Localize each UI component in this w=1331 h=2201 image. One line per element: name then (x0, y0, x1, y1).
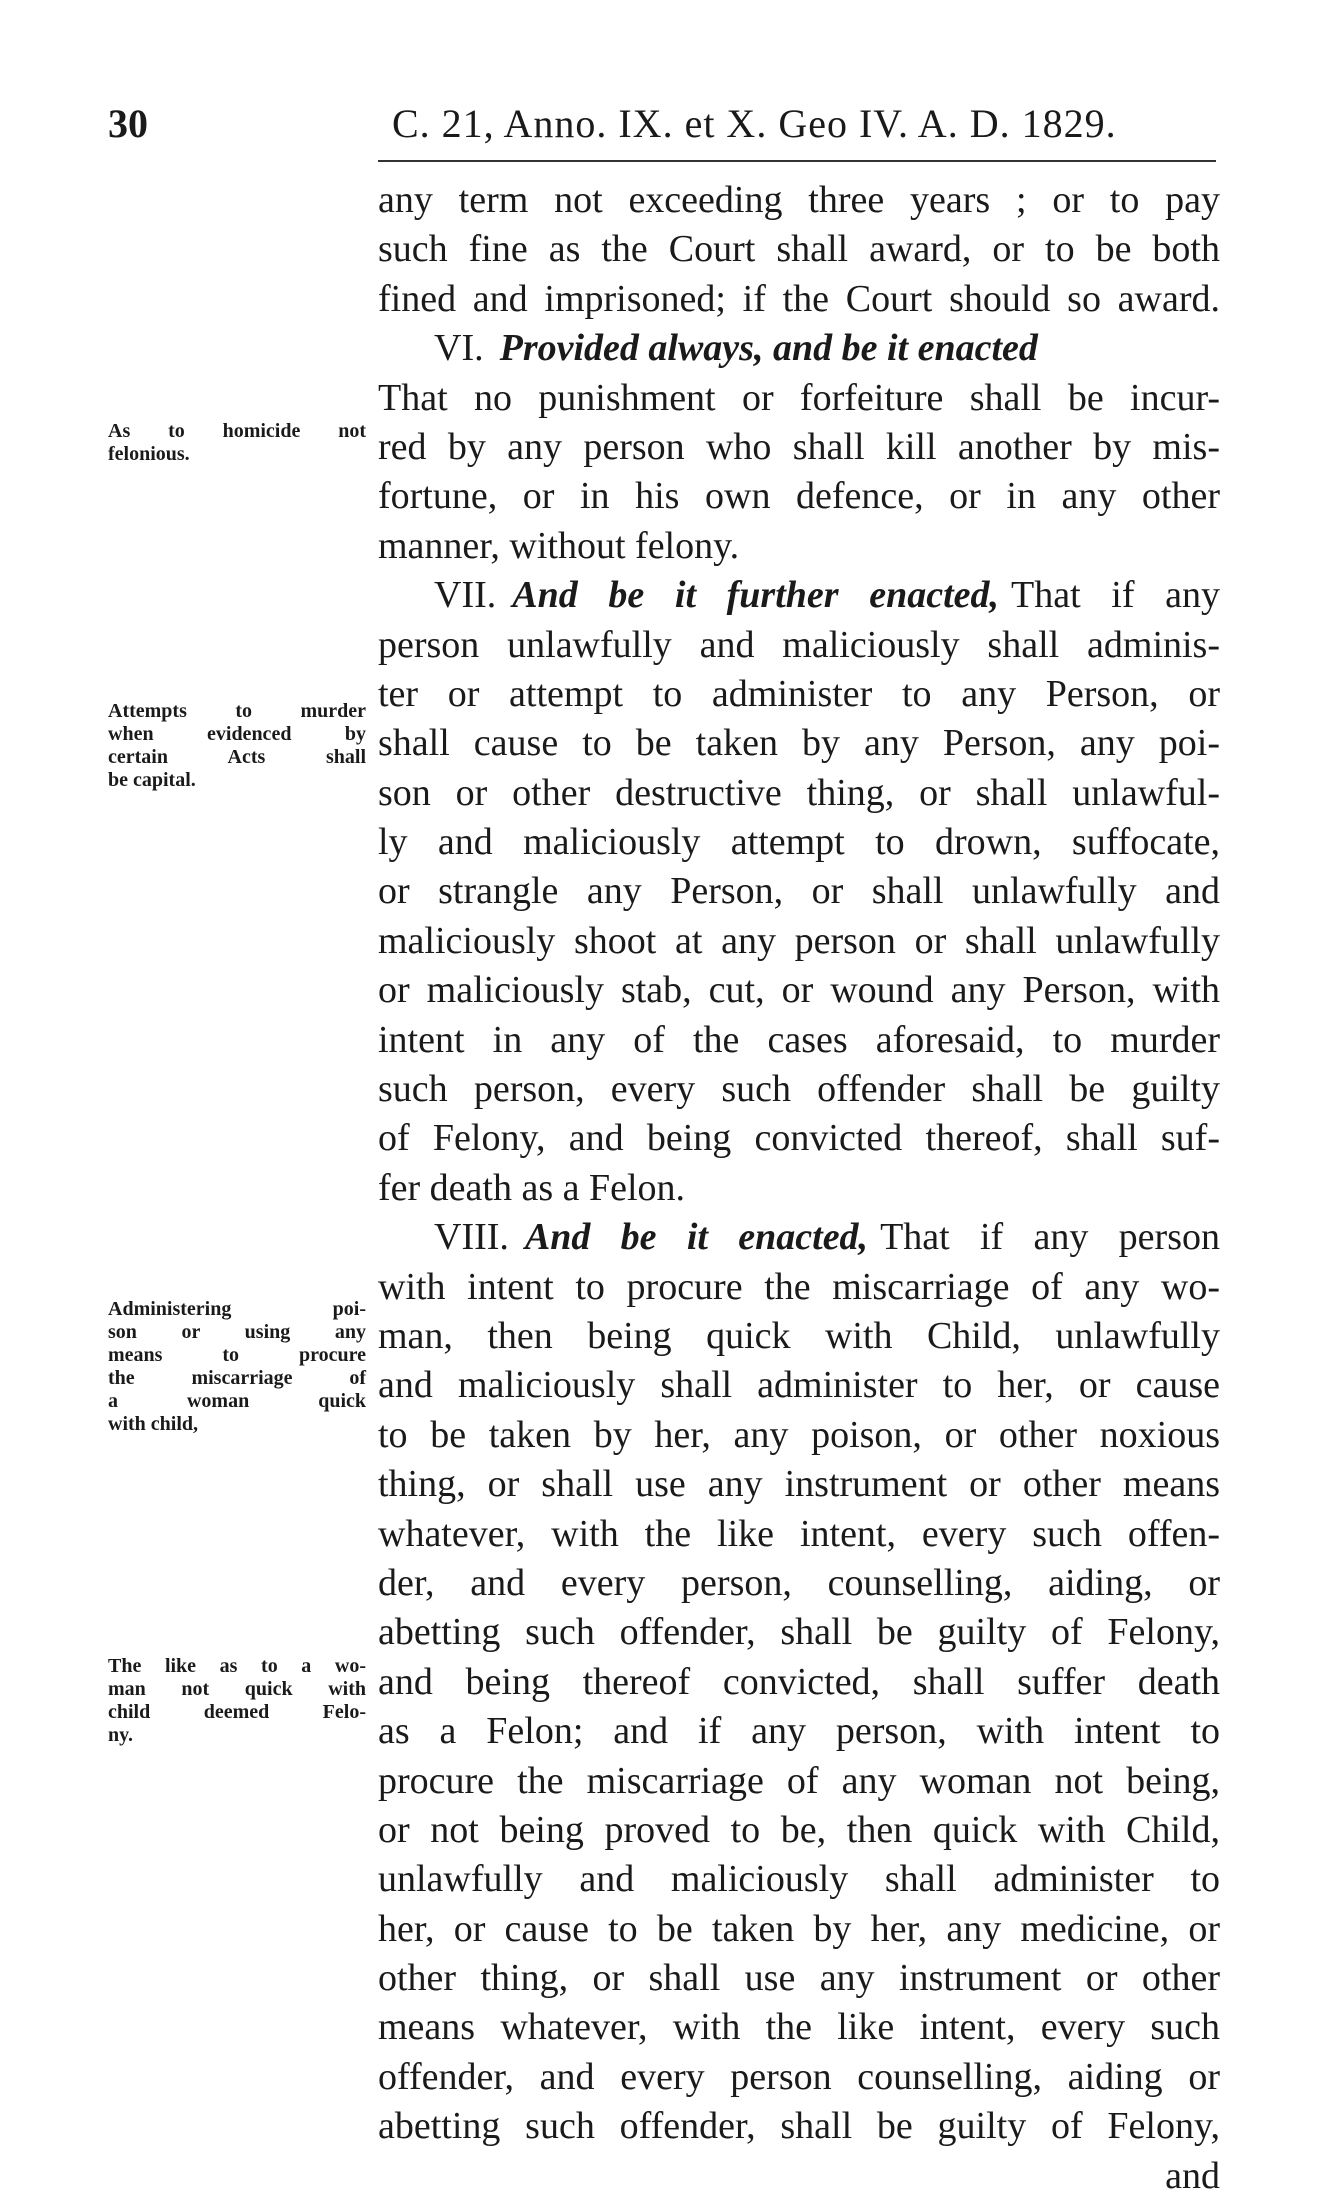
page-number: 30 (108, 101, 148, 146)
marginal-note-homicide (108, 420, 366, 466)
text-line: ly and maliciously attempt to drown, suffocate, (378, 821, 1220, 864)
section-text: That if any (1011, 574, 1220, 617)
text-line: any term not exceeding three years ; or to pay (378, 179, 1220, 221)
text-line: procure the miscarriage of any woman not being, (378, 1759, 1220, 1802)
enacting-clause: And be it further enacted, (512, 574, 999, 617)
marginal-note-line: felonious. (108, 443, 190, 465)
text-line: red by any person who shall kill another by mis- (378, 425, 1220, 468)
text-line: person unlawfully and maliciously shall adminis- (378, 623, 1220, 666)
text-line: ter or attempt to administer to any Person, or (378, 672, 1220, 715)
marginal-note-line: Administering poi- (108, 1298, 366, 1320)
text-line: such fine as the Court shall award, or to be both (378, 228, 1220, 271)
marginal-note-woman-not-quick (108, 1655, 366, 1747)
marginal-note-line: As to homicide not (108, 420, 366, 442)
marginal-note-line: certain Acts shall (108, 746, 366, 768)
running-head: C. 21, Anno. IX. et X. Geo IV. A. D. 1829. (392, 101, 1117, 146)
text-line: means whatever, with the like intent, every such (378, 2006, 1220, 2049)
text-line: her, or cause to be taken by her, any medicine, or (378, 1907, 1220, 1950)
marginal-note-administering-poison (108, 1298, 366, 1436)
text-line: shall cause to be taken by any Person, any poi- (378, 722, 1220, 765)
text-line: fer death as a Felon. (378, 1166, 686, 1209)
text-line: offender, and every person counselling, aiding or (378, 2055, 1220, 2098)
text-line: der, and every person, counselling, aiding, or (378, 1561, 1220, 1604)
text-line: abetting such offender, shall be guilty of Felony, (378, 2105, 1220, 2148)
text-line: or not being proved to be, then quick with Child, (378, 1808, 1220, 1851)
section-heading-vii (378, 571, 1220, 620)
main-text (378, 176, 1220, 2201)
text-line: other thing, or shall use any instrument or other (378, 1957, 1220, 2000)
text-line: manner, without felony. (378, 524, 740, 567)
marginal-note-line: with child, (108, 1413, 199, 1435)
text-line: such person, every such offender shall be guilty (378, 1068, 1220, 1111)
catchword: and (1165, 2154, 1220, 2197)
header-rule (378, 160, 1216, 162)
text-line: thing, or shall use any instrument or other means (378, 1463, 1220, 1506)
marginal-note-line: son or using any (108, 1321, 366, 1343)
section-text: That if any person (880, 1216, 1220, 1259)
page-header (108, 96, 1228, 152)
text-line: with intent to procure the miscarriage of any wo- (378, 1265, 1220, 1308)
text-line: as a Felon; and if any person, with intent to (378, 1710, 1220, 1753)
marginal-note-line: man not quick with (108, 1678, 366, 1700)
section-heading-viii (378, 1213, 1220, 1262)
text-line: fined and imprisoned; if the Court should so award. (378, 277, 1220, 320)
text-line: intent in any of the cases aforesaid, to murder (378, 1018, 1220, 1061)
text-line: or maliciously stab, cut, or wound any Person, with (378, 969, 1220, 1012)
marginal-note-line: when evidenced by (108, 723, 366, 745)
marginal-note-line: ny. (108, 1724, 134, 1746)
section-number: VI. (434, 327, 484, 370)
marginal-note-line: child deemed Felo- (108, 1701, 366, 1723)
text-line: maliciously shoot at any person or shall unlawfully (378, 919, 1220, 962)
section-heading-vi (378, 324, 1220, 373)
text-line: of Felony, and being convicted thereof, shall suf- (378, 1117, 1220, 1160)
text-line: whatever, with the like intent, every such offen- (378, 1512, 1220, 1555)
text-line: son or other destructive thing, or shall unlawful- (378, 771, 1220, 814)
marginal-note-line: the miscarriage of (108, 1367, 366, 1389)
enacting-clause: Provided always, and be it enacted (499, 327, 1038, 370)
marginal-note-line: a woman quick (108, 1390, 366, 1412)
text-line: fortune, or in his own defence, or in any other (378, 475, 1220, 518)
text-line: man, then being quick with Child, unlawfully (378, 1314, 1220, 1357)
text-line: or strangle any Person, or shall unlawfully and (378, 870, 1220, 913)
text-line: and being thereof convicted, shall suffer death (378, 1660, 1220, 1703)
marginal-note-line: The like as to a wo- (108, 1655, 366, 1677)
text-line: That no punishment or forfeiture shall be incur- (378, 376, 1220, 419)
section-number: VII. (434, 574, 497, 617)
marginal-note-line: be capital. (108, 769, 196, 791)
marginal-note-attempts-to-murder (108, 700, 366, 792)
text-line: to be taken by her, any poison, or other noxious (378, 1413, 1220, 1456)
section-number: VIII. (434, 1216, 509, 1259)
enacting-clause: And be it enacted, (524, 1216, 869, 1259)
text-line: unlawfully and maliciously shall administer to (378, 1858, 1220, 1901)
text-line: and maliciously shall administer to her, or cause (378, 1364, 1220, 1407)
text-line: abetting such offender, shall be guilty of Felony, (378, 1611, 1220, 1654)
marginal-note-line: means to procure (108, 1344, 366, 1366)
marginal-note-line: Attempts to murder (108, 700, 366, 722)
